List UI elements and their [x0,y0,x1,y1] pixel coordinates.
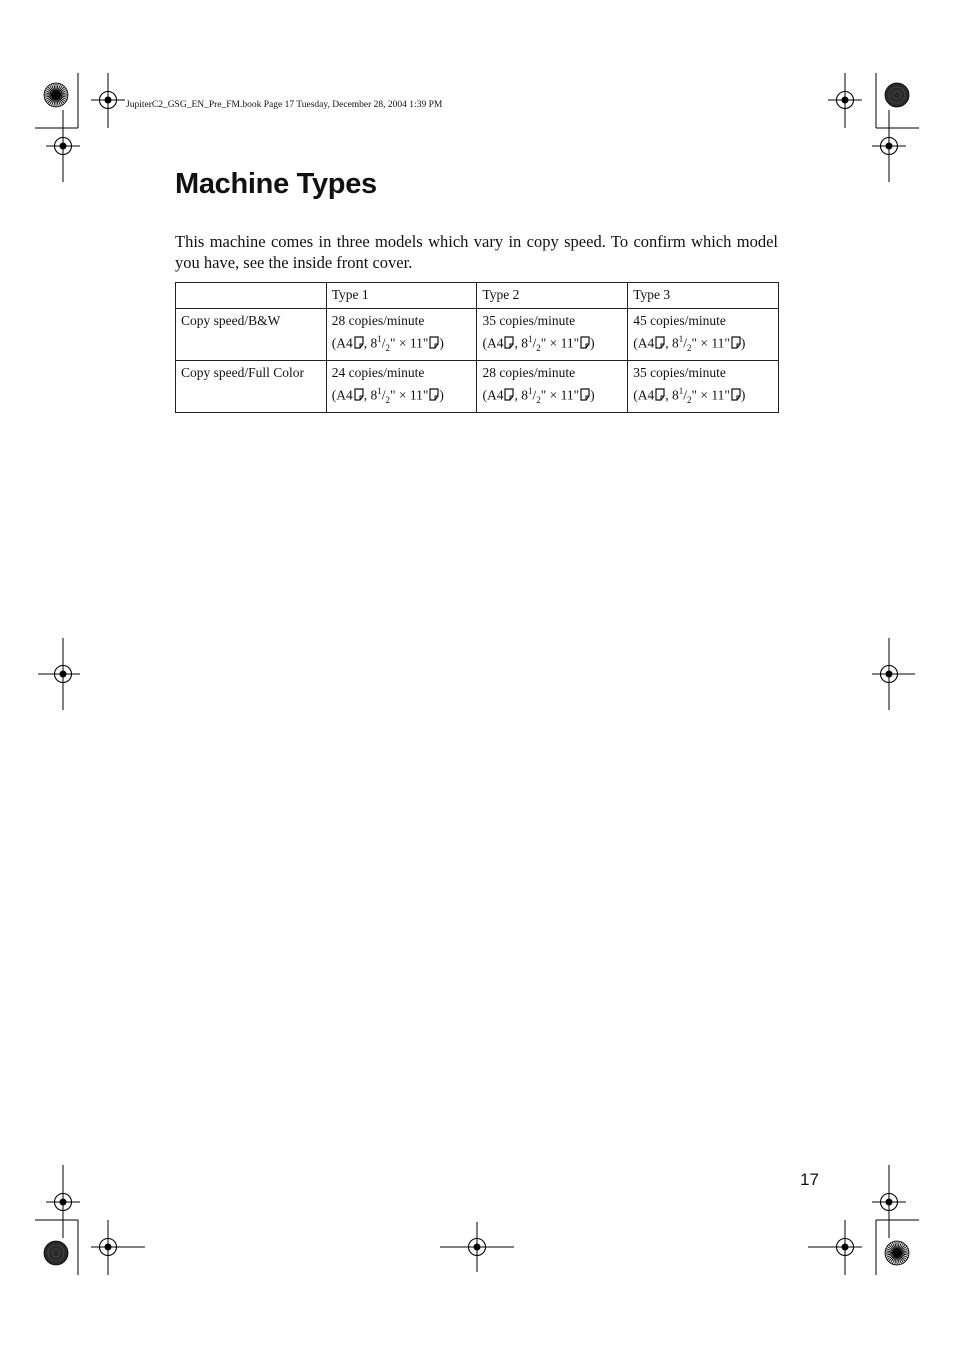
fraction-slash: / [683,335,687,351]
color-target-top-right [885,83,909,107]
paper-size-prefix: (A4 [331,387,353,403]
portrait-paper-icon [429,388,439,406]
portrait-paper-icon [731,388,741,406]
portrait-paper-icon [655,388,665,406]
fraction-denominator: 2 [686,395,692,406]
copy-speed: 28 copies/minute [331,313,425,328]
paper-size-close: ) [590,335,595,351]
portrait-paper-icon [354,336,364,354]
paper-size-letter: " × 11" [389,387,429,403]
fraction-numerator: 1 [527,386,533,397]
portrait-paper-icon [429,336,439,354]
row-label: Copy speed/Full Color [176,361,327,413]
copy-speed: 35 copies/minute [633,365,726,381]
table-header-type-2: Type 2 [477,283,628,309]
fraction-denominator: 2 [385,395,390,406]
table-row [176,309,779,361]
paper-size-close: ) [590,387,595,403]
table-cell [477,309,628,361]
paper-size-letter: " × 11" [540,387,580,403]
paper-size-mid: , 8 [514,387,528,403]
fraction-slash: / [381,335,386,351]
color-target-bottom-left [44,1241,68,1265]
fraction-numerator: 1 [678,386,684,397]
fraction-denominator: 2 [536,343,541,354]
fraction-denominator: 2 [385,343,390,354]
copy-speed: 24 copies/minute [331,365,425,381]
page-title: Machine Types [175,168,377,200]
table-cell [628,309,779,361]
fraction-slash: / [532,335,537,351]
color-target-bottom-right [885,1241,909,1265]
paper-size-mid: , 8 [514,335,528,351]
paper-size-close: ) [439,387,444,403]
paper-size-prefix: (A4 [482,335,504,351]
page-number: 17 [800,1170,819,1189]
portrait-paper-icon [655,336,665,354]
portrait-paper-icon [580,336,590,354]
paper-size-letter: " × 11" [691,387,730,403]
portrait-paper-icon [580,388,590,406]
paper-size-letter: " × 11" [691,335,730,351]
paper-size-close: ) [439,335,444,351]
fraction-slash: / [683,387,687,403]
fraction-numerator: 1 [377,386,382,397]
paper-size-mid: , 8 [665,387,679,403]
portrait-paper-icon [504,336,514,354]
portrait-paper-icon [504,388,514,406]
machine-types-table [175,282,779,413]
fraction-denominator: 2 [536,395,541,406]
copy-speed: 45 copies/minute [633,313,726,328]
fraction-slash: / [381,387,386,403]
paper-size-mid: , 8 [665,335,679,351]
table-header-empty [176,283,327,309]
table-cell [326,309,477,361]
paper-size-letter: " × 11" [389,335,429,351]
print-file-info: JupiterC2_GSG_EN_Pre_FM.book Page 17 Tuesday, December 28, 2004 1:39 PM [126,100,443,110]
table-header-row [176,283,779,309]
paper-size-prefix: (A4 [482,387,504,403]
paper-size-close: ) [740,387,746,403]
color-target-top-left [44,83,68,107]
fraction-numerator: 1 [377,334,382,344]
copy-speed: 28 copies/minute [482,365,576,381]
paper-size-prefix: (A4 [633,335,655,351]
fraction-numerator: 1 [678,334,684,344]
fraction-denominator: 2 [686,343,692,354]
paper-size-letter: " × 11" [540,335,580,351]
fraction-numerator: 1 [527,334,533,344]
portrait-paper-icon [731,336,741,354]
row-label: Copy speed/B&W [176,309,327,361]
table-cell [628,361,779,413]
table-row [176,361,779,413]
paper-size-mid: , 8 [363,335,378,351]
table-header-type-3: Type 3 [628,283,779,309]
paper-size-prefix: (A4 [331,335,353,351]
portrait-paper-icon [354,388,364,406]
table-cell [326,361,477,413]
intro-paragraph: This machine comes in three models which vary in copy speed. To confirm which model you have, see the inside front cover. [175,232,778,272]
table-header-type-1: Type 1 [326,283,477,309]
table-cell [477,361,628,413]
paper-size-mid: , 8 [363,387,378,403]
paper-size-prefix: (A4 [633,387,655,403]
fraction-slash: / [532,387,537,403]
paper-size-close: ) [740,335,746,351]
copy-speed: 35 copies/minute [482,313,576,328]
